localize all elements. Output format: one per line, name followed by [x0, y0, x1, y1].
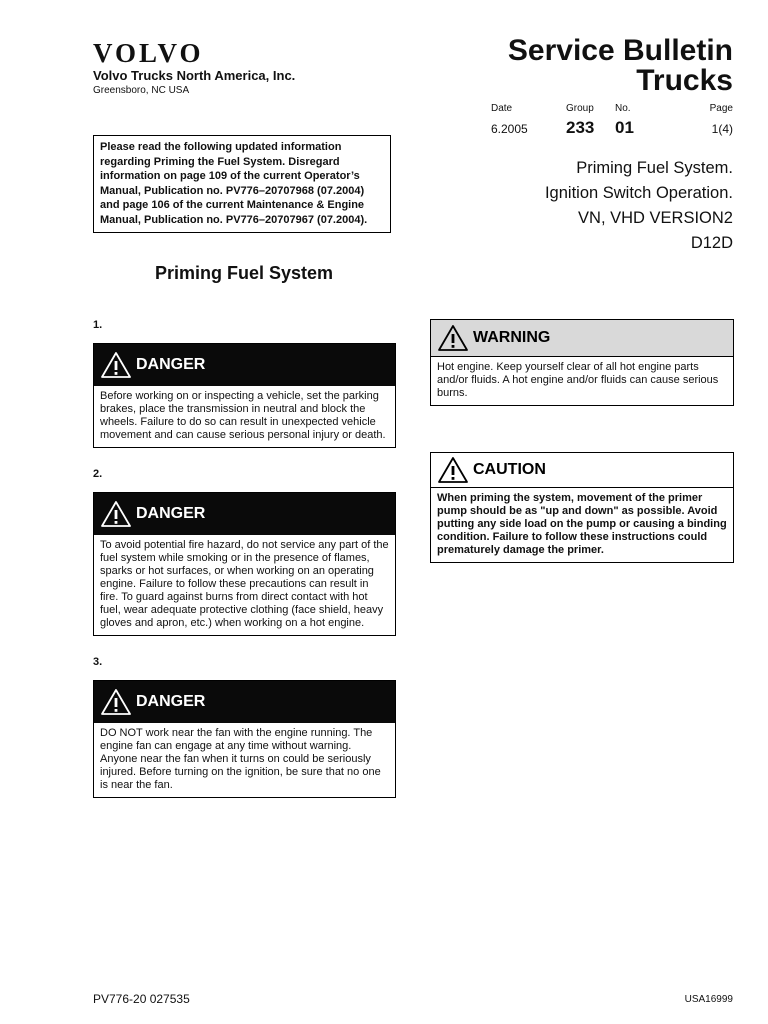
company-name: Volvo Trucks North America, Inc. [93, 68, 296, 83]
page-label: Page [709, 103, 733, 114]
bulletin-title [508, 36, 733, 96]
caution-box [430, 452, 734, 563]
no-value: 01 [615, 118, 634, 137]
document-code: USA16999 [684, 994, 733, 1005]
warning-triangle-icon [99, 350, 133, 380]
group-value: 233 [566, 118, 595, 137]
company-location: Greensboro, NC USA [93, 85, 190, 96]
warning-header [431, 320, 733, 357]
caution-text: When priming the system, movement of the primer pump should be as "up and down" as possible. Avoid putting any side load on the pump or causing a binding condition. Failure to follow these instructions could prematurely damage the primer. [431, 487, 733, 562]
warning-heading: WARNING [473, 329, 551, 346]
group-label: Group [566, 103, 594, 114]
danger-box-2 [93, 492, 396, 636]
bulletin-title-line2: Trucks [636, 64, 733, 97]
date-value: 6.2005 [491, 122, 528, 136]
warning-box [430, 319, 734, 406]
publication-number: PV776-20 027535 [93, 992, 190, 1006]
danger-header-3 [94, 681, 395, 723]
danger-header-1 [94, 344, 395, 386]
warning-triangle-icon [436, 323, 470, 353]
danger-heading-2: DANGER [136, 505, 206, 522]
danger-heading-3: DANGER [136, 693, 206, 710]
date-label: Date [491, 103, 513, 114]
warning-text: Hot engine. Keep yourself clear of all hot engine parts and/or fluids. A hot engine and/or fluids can cause serious burns. [437, 361, 719, 399]
step-number-2: 2. [93, 468, 103, 480]
subject-line-2: Ignition Switch Operation. [544, 184, 733, 202]
warning-triangle-icon [99, 499, 133, 529]
section-title: Priming Fuel System [154, 263, 334, 283]
subject-line-4: D12D [690, 234, 733, 252]
page-value: 1(4) [711, 122, 733, 136]
danger-text-3: DO NOT work near the fan with the engine running. The engine fan can engage at any time without warning. Anyone near the fan when it turns on could be seriously injured. Before turning on the ignition, be sure that no one is near the fan. [100, 727, 381, 791]
subject-line-3: VN, VHD VERSION2 [578, 209, 733, 227]
subject-line-1: Priming Fuel System. [576, 159, 733, 177]
caution-heading: CAUTION [473, 461, 546, 478]
volvo-logo: VOLVO [93, 38, 204, 68]
danger-header-2 [94, 493, 395, 535]
bulletin-title-line1: Service Bulletin [507, 34, 733, 67]
danger-text-1: Before working on or inspecting a vehicle, set the parking brakes, place the transmission in neutral and block the wheels. Failure to do so can result in unexpected vehicle movement and can cause serious personal injury or death. [100, 390, 386, 441]
warning-triangle-icon [436, 455, 470, 485]
no-label: No. [615, 103, 631, 114]
update-notice: Please read the following updated information regarding Priming the Fuel System. Disregard information on page 109 of the current Operator’s Manual, Publication no. PV776–20707968 (07.2004) and page 106 of the current Maintenance & Engine Manual, Publication no. PV776–20707967 (07.2004). [93, 135, 391, 233]
danger-heading-1: DANGER [136, 356, 206, 373]
step-number-3: 3. [93, 656, 103, 668]
danger-box-1 [93, 343, 396, 448]
danger-text-2: To avoid potential fire hazard, do not service any part of the fuel system while smoking or in the presence of flames, sparks or hot surfaces, or when working on an operating engine. Failure to follow these precautions can result in fire. To guard against burns from direct contact with hot fuel, wear adequate protective clothing (face shield, heavy gloves and apron, etc.) when working on a hot engine. [100, 539, 389, 629]
danger-box-3 [93, 680, 396, 798]
caution-header [431, 453, 733, 487]
warning-triangle-icon [99, 687, 133, 717]
step-number-1: 1. [93, 319, 103, 331]
